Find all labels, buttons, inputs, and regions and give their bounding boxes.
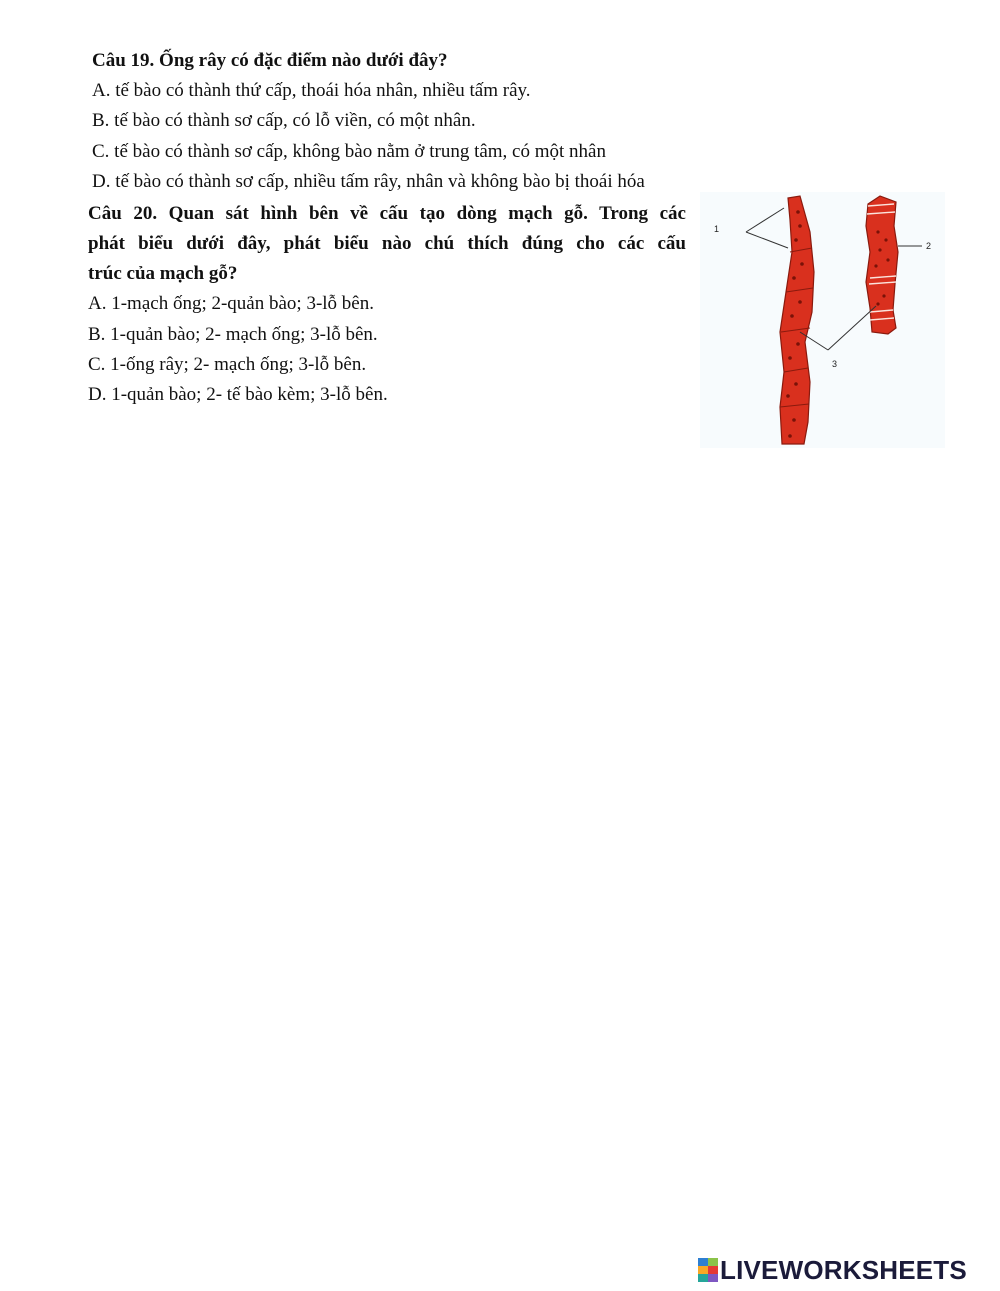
question-20-option-d: D. 1-quản bào; 2- tế bào kèm; 3-lỗ bên. (88, 384, 388, 405)
vessel-element (866, 196, 898, 334)
xylem-figure (700, 192, 945, 448)
question-20-title-line-3: trúc của mạch gỗ? (88, 263, 238, 284)
label-1: 1 (714, 224, 720, 234)
question-19-option-b: B. tế bào có thành sơ cấp, có lỗ viền, có một nhân. (92, 110, 476, 131)
question-19-title: Câu 19. Ống rây có đặc điểm nào dưới đây? (92, 50, 448, 71)
xylem-diagram (700, 192, 945, 448)
question-20-title-line-1: Câu 20. Quan sát hình bên về cấu tạo dòng mạch gỗ. Trong các (88, 203, 686, 224)
logo-text: LIVEWORKSHEETS (720, 1254, 967, 1285)
question-19-option-d: D. tế bào có thành sơ cấp, nhiều tấm rây, nhân và không bào bị thoái hóa (92, 171, 645, 192)
question-20-option-b: B. 1-quản bào; 2- mạch ống; 3-lỗ bên. (88, 324, 378, 345)
logo-icon (698, 1258, 718, 1282)
liveworksheets-logo[interactable] (698, 1254, 967, 1285)
question-19-option-c: C. tế bào có thành sơ cấp, không bào nằm ở trung tâm, có một nhân (92, 141, 606, 162)
question-19-option-a: A. tế bào có thành thứ cấp, thoái hóa nhân, nhiều tấm rây. (92, 80, 531, 101)
question-20-option-a: A. 1-mạch ống; 2-quản bào; 3-lỗ bên. (88, 293, 374, 314)
question-20-title-line-2: phát biểu dưới đây, phát biểu nào chú thích đúng cho các cấu (88, 233, 686, 254)
label-3: 3 (832, 359, 838, 369)
question-20-option-c: C. 1-ống rây; 2- mạch ống; 3-lỗ bên. (88, 354, 367, 375)
label-2: 2 (926, 241, 932, 251)
